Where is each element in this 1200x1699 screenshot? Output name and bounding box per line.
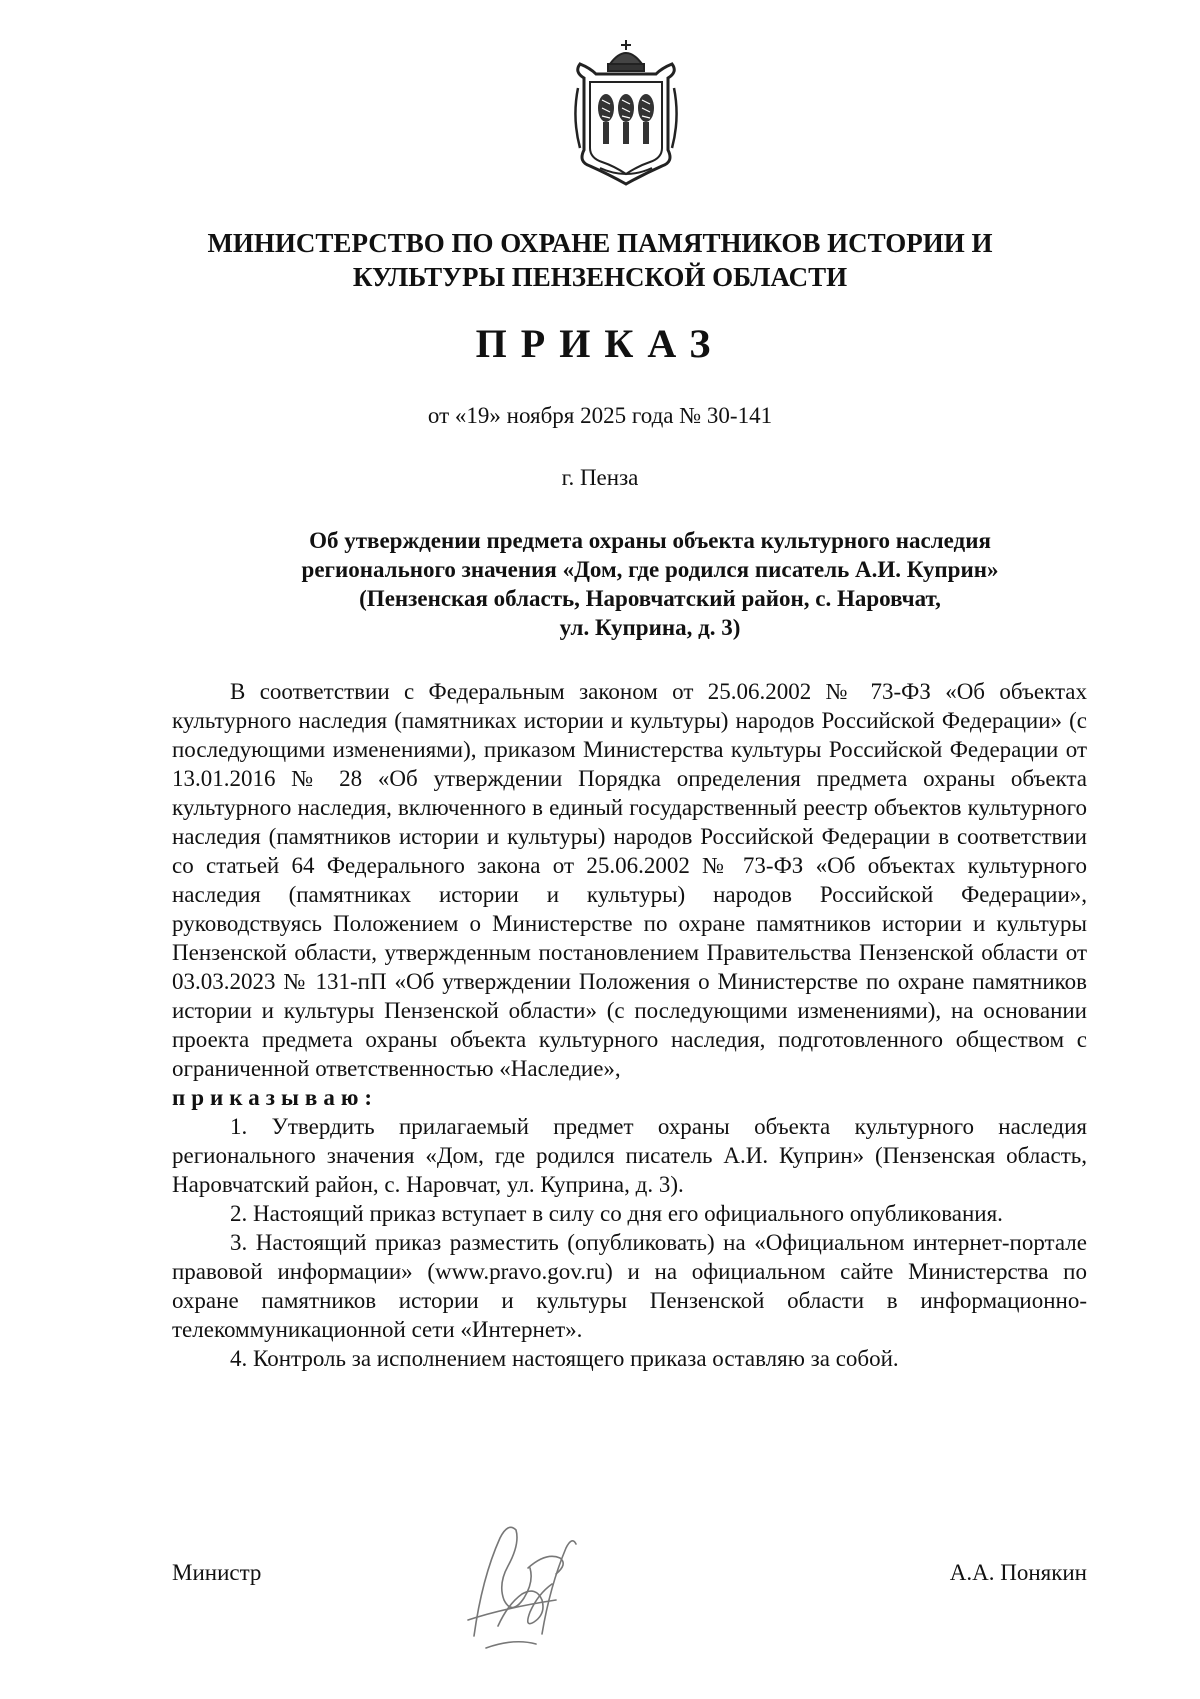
order-item-4: 4. Контроль за исполнением настоящего приказа оставляю за собой. [230,1346,899,1371]
signatory-position: Министр [172,1560,262,1585]
ministry-name-line2: КУЛЬТУРЫ ПЕНЗЕНСКОЙ ОБЛАСТИ [352,262,848,292]
order-city: г. Пенза [561,465,639,490]
order-subject-line2: регионального значения «Дом, где родился писатель А.И. Куприн» [301,557,999,582]
order-subject-line1: Об утверждении предмета охраны объекта культурного наследия [309,528,991,553]
decree-word [172,1083,1087,1112]
decree-word-text: приказываю: [172,1085,379,1110]
order-subject-line4: ул. Куприна, д. 3) [559,615,741,640]
order-body [172,677,1087,1373]
preamble-paragraph: В соответствии с Федеральным законом от 25.06.2002 № 73-ФЗ «Об объектах культурного наследия (памятниках истории и культуры) народов Российской Федерации» (с последующими изменениями), приказом Министерства культуры Российской Федерации от 13.01.2016 № 28 «Об утверждении Порядка определения предмета охраны объекта культурного наследия, включенного в единый государственный реестр объектов культурного наследия (памятников истории и культуры) народов Российской Федерации в соответствии со статьей 64 Федерального закона от 25.06.2002 № 73-ФЗ «Об объектах культурного наследия (памятниках истории и культуры) народов Российской Федерации», руководствуясь Положением о Министерстве по охране памятников истории и культуры Пензенской области, утвержденным постановлением Правительства Пензенской области от 03.03.2023 № 131-пП «Об утверждении Положения о Министерстве по охране памятников истории и культуры Пензенской области» (с последующими изменениями), на основании проекта предмета охраны объекта культурного наследия, подготовленного обществом с ограниченной ответственностью «Наследие», [172,679,1087,1081]
order-subject [230,526,1070,642]
order-date: от «19» ноября 2025 года № 30-141 [427,403,773,428]
ministry-name-line1: МИНИСТЕРСТВО ПО ОХРАНЕ ПАМЯТНИКОВ ИСТОРИИ И [207,228,993,258]
coat-of-arms-icon [570,38,682,186]
handwritten-signature-icon [438,1508,598,1656]
order-title: ПРИКАЗ [475,321,725,366]
order-subject-line3: (Пензенская область, Наровчатский район, с. Наровчат, [359,586,941,611]
order-item-1: 1. Утвердить прилагаемый предмет охраны объекта культурного наследия регионального значения «Дом, где родился писатель А.И. Куприн» (Пензенская область, Наровчатский район, с. Наровчат, ул. Куприна, д. 3). [172,1114,1087,1197]
ministry-name [140,226,1060,294]
order-item-2: 2. Настоящий приказ вступает в силу со дня его официального опубликования. [230,1201,1003,1226]
order-item-3: 3. Настоящий приказ разместить (опубликовать) на «Официальном интернет-портале правовой информации» (www.pravo.gov.ru) и на официальном сайте Министерства по охране памятников истории и культуры Пензенской области в информационно-телекоммуникационной сети «Интернет». [172,1230,1087,1342]
signatory-name: А.А. Понякин [949,1560,1087,1585]
